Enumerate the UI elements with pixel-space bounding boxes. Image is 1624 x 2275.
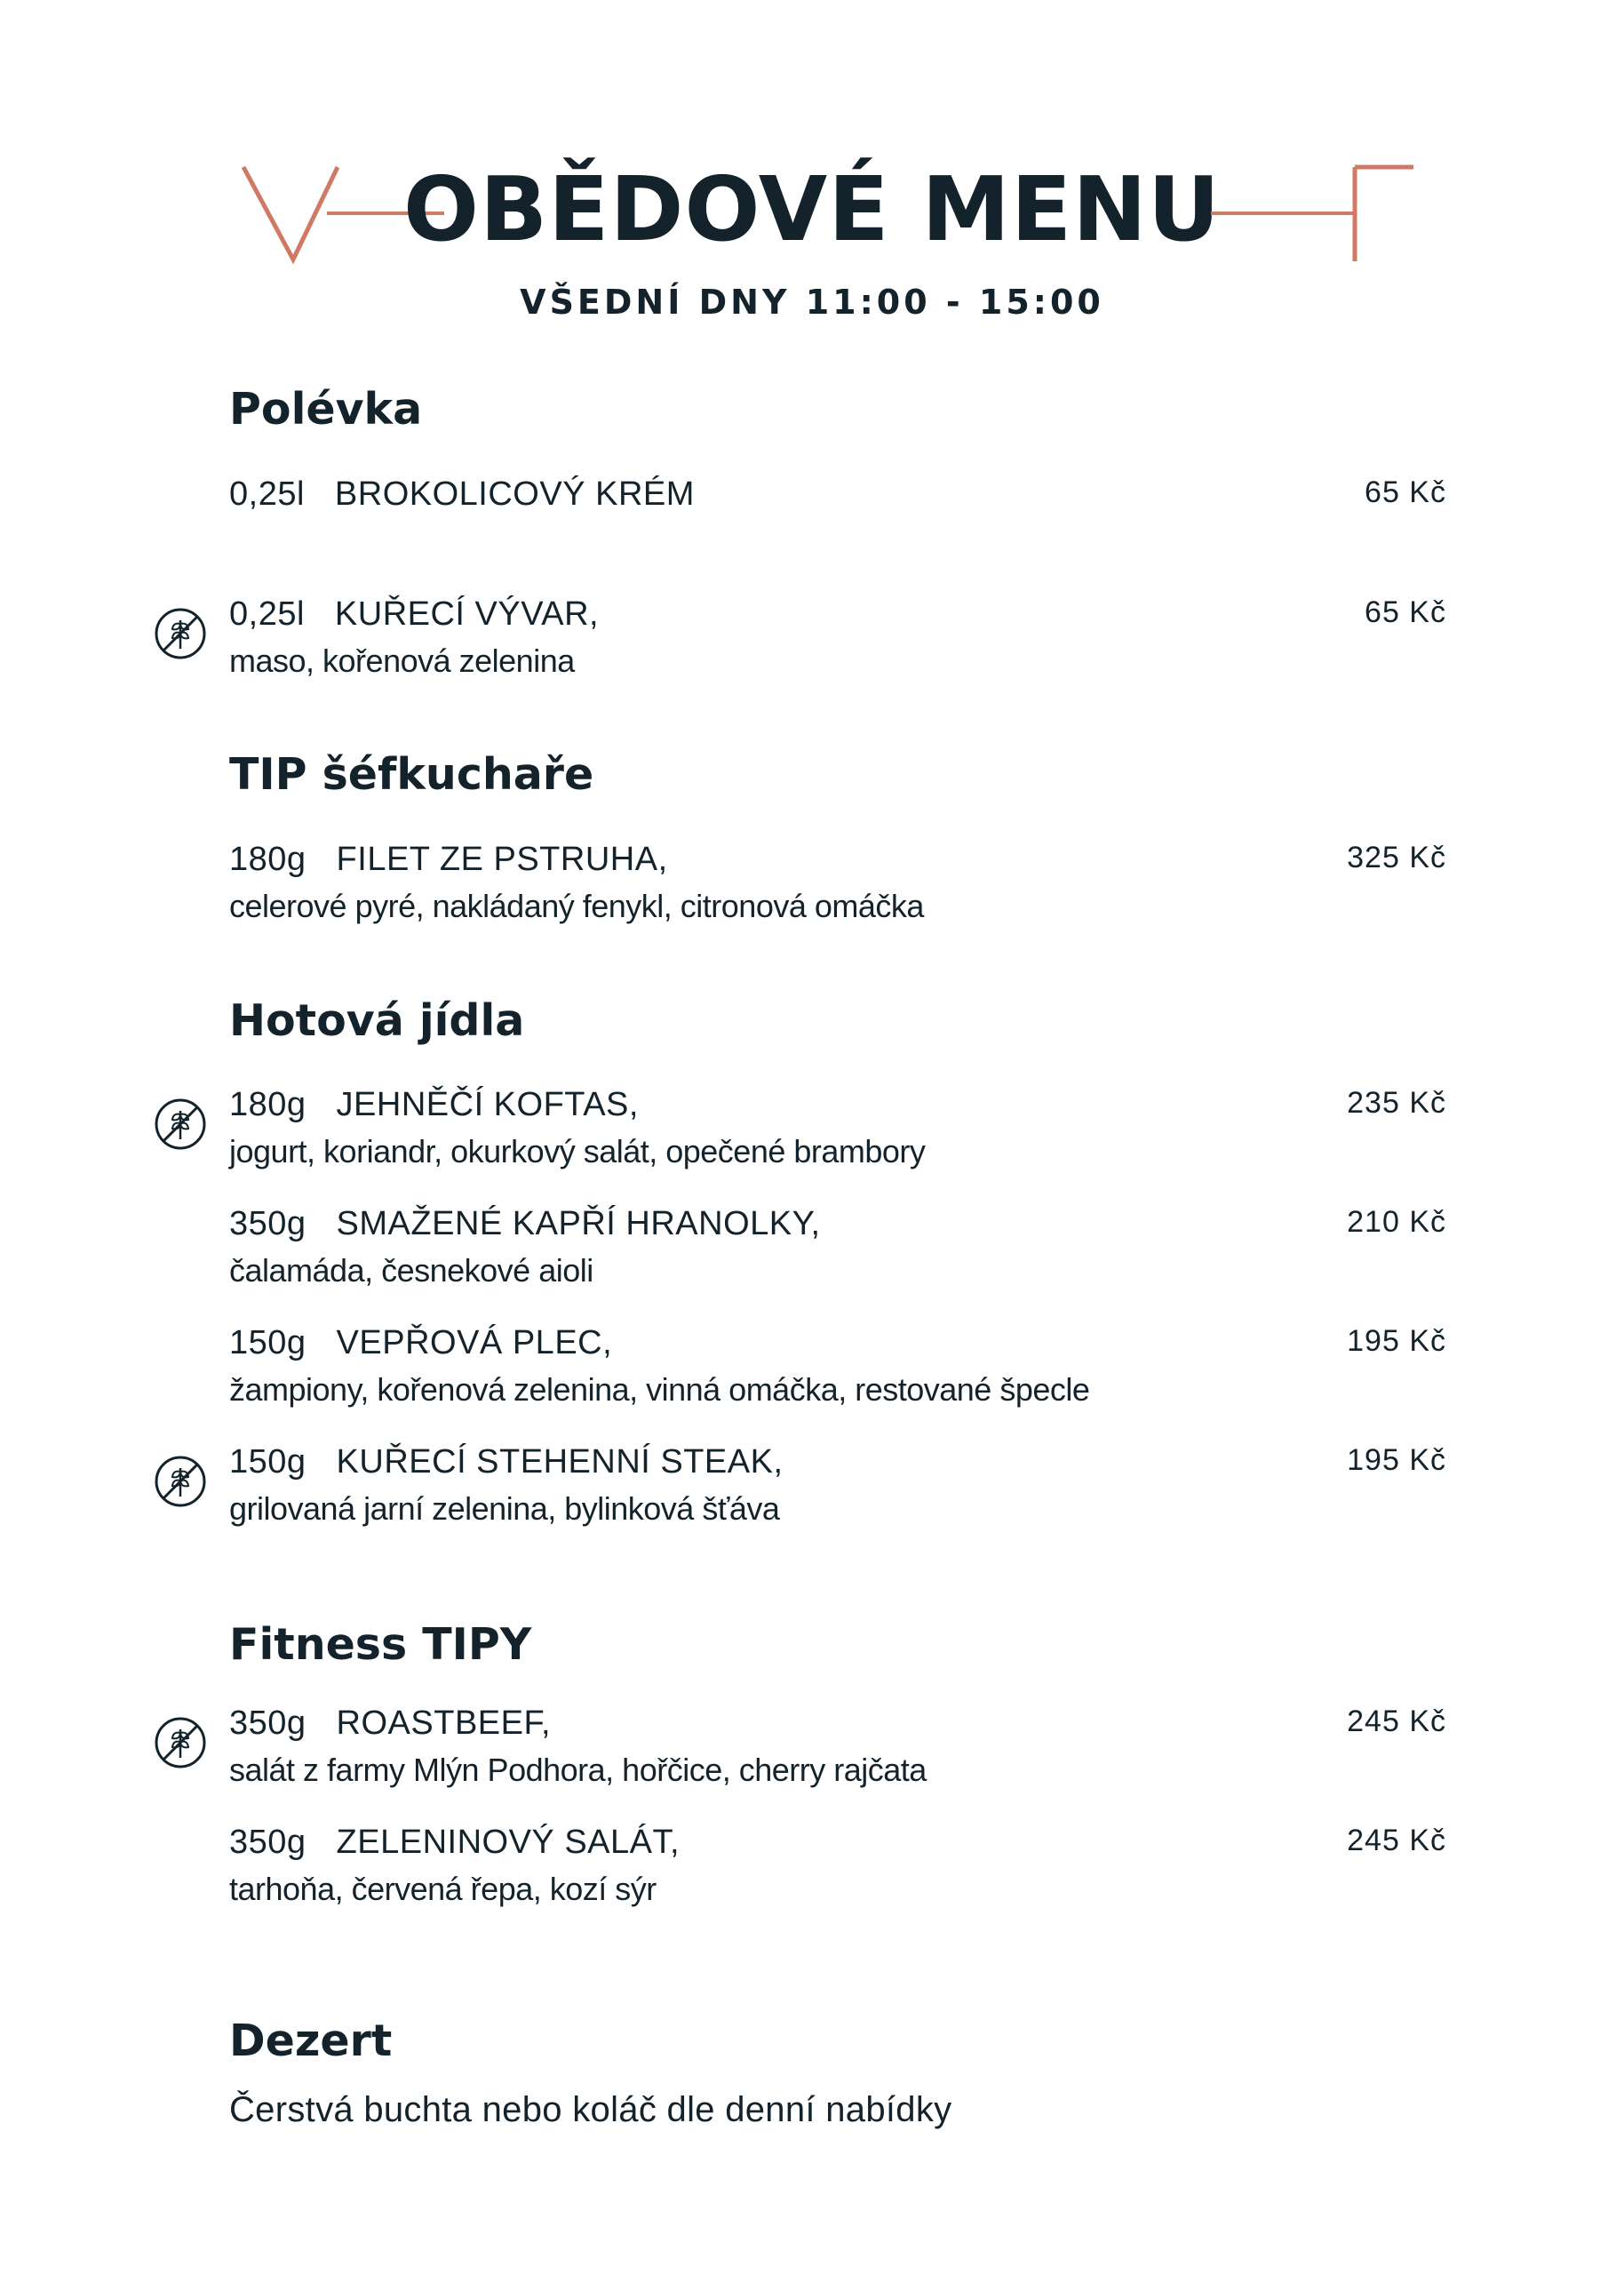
item-description: celerové pyré, nakládaný fenykl, citronová omáčka (229, 888, 924, 924)
item-description: čalamáda, česnekové aioli (229, 1252, 593, 1289)
item-weight: 0,25l (229, 475, 305, 513)
dessert-text: Čerstvá buchta nebo koláč dle denní nabídky (229, 2090, 952, 2129)
page-subtitle: VŠEDNÍ DNY 11:00 - 15:00 (520, 283, 1104, 322)
menu-item (229, 1824, 1446, 1908)
item-weight: 350g (229, 1205, 306, 1242)
gluten-free-icon (153, 606, 208, 661)
item-price: 195 Kč (1347, 1443, 1446, 1477)
item-description: jogurt, koriandr, okurkový salát, opečené brambory (229, 1133, 926, 1169)
menu-item (229, 1443, 1446, 1528)
item-description: maso, kořenová zelenina (229, 643, 575, 679)
item-price: 235 Kč (1347, 1086, 1446, 1120)
item-name: BROKOLICOVÝ KRÉM (334, 475, 695, 513)
item-name: VEPŘOVÁ PLEC, (336, 1324, 613, 1361)
item-name: ROASTBEEF, (336, 1704, 552, 1742)
gluten-free-icon (153, 1097, 208, 1152)
logo-f-icon (1204, 160, 1417, 267)
section-title-soup: Polévka (229, 384, 423, 435)
gluten-free-icon (153, 1454, 208, 1509)
menu-item (229, 475, 1446, 514)
item-weight: 0,25l (229, 595, 305, 633)
item-description: grilovaná jarní zelenina, bylinková šťáva (229, 1490, 780, 1527)
item-description: salát z farmy Mlýn Podhora, hořčice, cherry rajčata (229, 1752, 927, 1788)
item-price: 210 Kč (1347, 1205, 1446, 1239)
item-name: KUŘECÍ STEHENNÍ STEAK, (336, 1443, 784, 1481)
page-title: OBĚDOVÉ MENU (402, 157, 1222, 261)
item-price: 325 Kč (1347, 841, 1446, 874)
section-title-chef: TIP šéfkuchaře (229, 749, 594, 800)
item-weight: 180g (229, 841, 306, 878)
item-name: ZELENINOVÝ SALÁT, (336, 1824, 681, 1861)
item-price: 245 Kč (1347, 1824, 1446, 1857)
gluten-free-icon (153, 1715, 208, 1770)
menu-item (229, 1704, 1446, 1789)
item-weight: 350g (229, 1704, 306, 1742)
item-name: KUŘECÍ VÝVAR, (334, 595, 600, 633)
item-name: FILET ZE PSTRUHA, (336, 841, 668, 878)
item-price: 245 Kč (1347, 1704, 1446, 1738)
item-weight: 150g (229, 1443, 306, 1481)
menu-item (229, 1205, 1446, 1289)
item-price: 195 Kč (1347, 1324, 1446, 1358)
item-name: SMAŽENÉ KAPŘÍ HRANOLKY, (336, 1205, 821, 1242)
menu-item (229, 1324, 1446, 1409)
item-weight: 150g (229, 1324, 306, 1361)
section-title-mains: Hotová jídla (229, 995, 525, 1046)
item-price: 65 Kč (1365, 595, 1446, 629)
item-weight: 350g (229, 1824, 306, 1861)
section-title-fitness: Fitness TIPY (229, 1619, 532, 1670)
item-name: JEHNĚČÍ KOFTAS, (336, 1086, 639, 1123)
menu-item (229, 841, 1446, 925)
item-price: 65 Kč (1365, 475, 1446, 509)
menu-item (229, 1086, 1446, 1170)
item-weight: 180g (229, 1086, 306, 1123)
item-description: žampiony, kořenová zelenina, vinná omáčka, restované špecle (229, 1371, 1090, 1408)
item-description: tarhoňa, červená řepa, kozí sýr (229, 1871, 657, 1907)
menu-item (229, 595, 1446, 680)
section-title-dessert: Dezert (229, 2016, 393, 2066)
